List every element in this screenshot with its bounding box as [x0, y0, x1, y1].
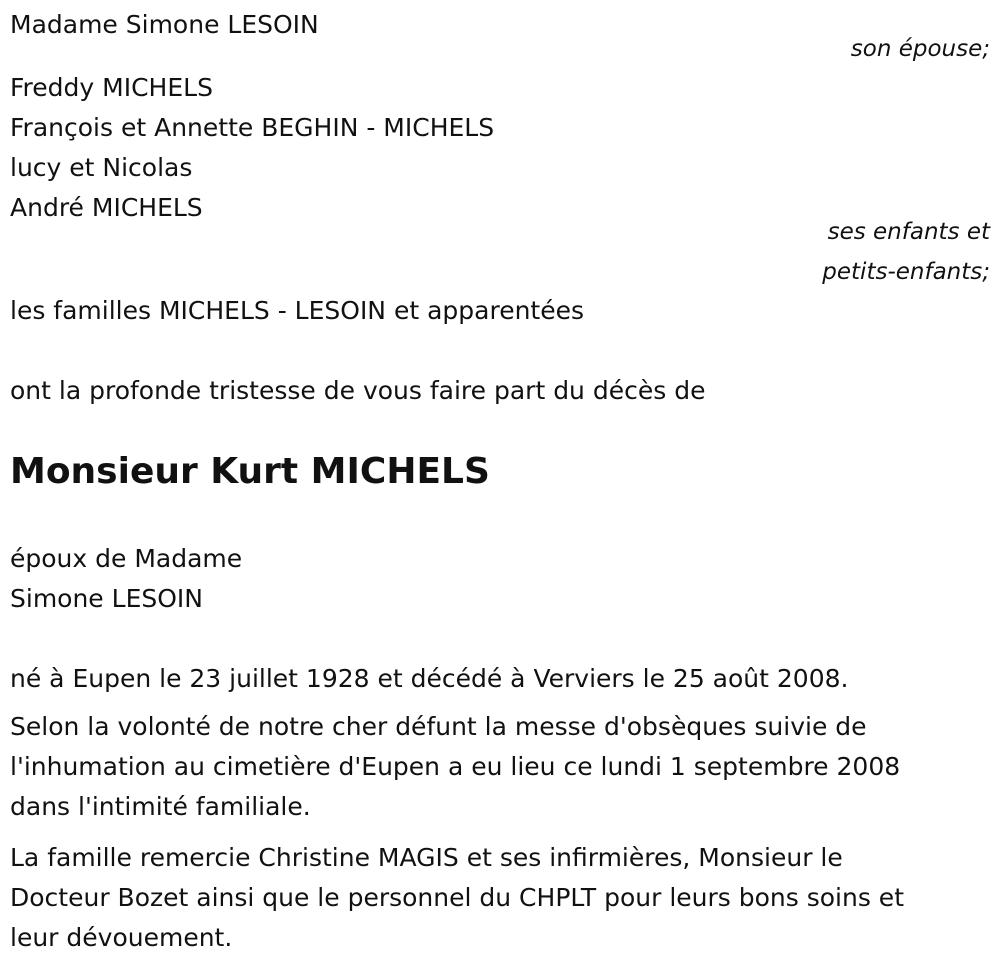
child-line-3: lucy et Nicolas	[10, 153, 193, 182]
spouse-relation: son épouse;	[850, 36, 990, 62]
children-relation-1: ses enfants et	[827, 219, 990, 245]
child-line-2: François et Annette BEGHIN - MICHELS	[10, 113, 495, 142]
child-line-1: Freddy MICHELS	[10, 73, 213, 102]
children-relation-2: petits-enfants;	[822, 259, 990, 285]
thanks-line-2: Docteur Bozet ainsi que le personnel du CHPLT pour leurs bons soins et	[10, 883, 904, 912]
deceased-name: Monsieur Kurt MICHELS	[10, 451, 490, 492]
thanks-line-3: leur dévouement.	[10, 923, 233, 952]
spouse-name: Madame Simone LESOIN	[10, 10, 319, 39]
ceremony-line-2: l'inhumation au cimetière d'Eupen a eu lieu ce lundi 1 septembre 2008	[10, 752, 901, 781]
spouse-of-line-1: époux de Madame	[10, 544, 243, 573]
spouse-of-line-2: Simone LESOIN	[10, 584, 203, 613]
child-line-4: André MICHELS	[10, 193, 203, 222]
ceremony-line-1: Selon la volonté de notre cher défunt la messe d'obsèques suivie de	[10, 712, 867, 741]
ceremony-line-3: dans l'intimité familiale.	[10, 792, 311, 821]
birth-death-line: né à Eupen le 23 juillet 1928 et décédé à Verviers le 25 août 2008.	[10, 664, 849, 693]
families-line: les familles MICHELS - LESOIN et apparentées	[10, 296, 585, 325]
thanks-line-1: La famille remercie Christine MAGIS et ses infirmières, Monsieur le	[10, 843, 843, 872]
announcement-line: ont la profonde tristesse de vous faire part du décès de	[10, 376, 706, 405]
